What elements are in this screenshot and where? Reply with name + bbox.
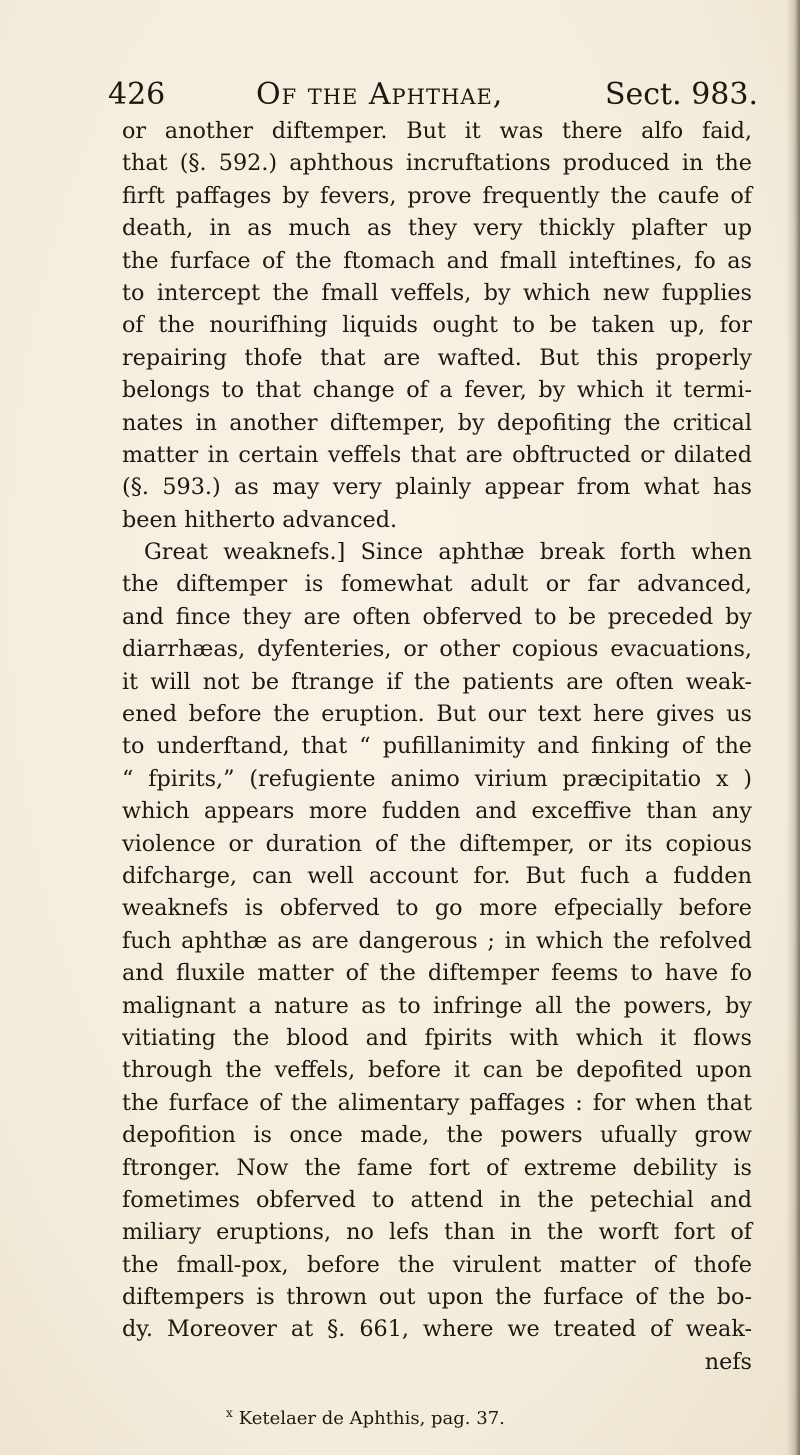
page-number: 426: [108, 77, 166, 112]
text-line: difcharge, can well account for. But fuch a fudden: [122, 862, 752, 889]
text-line: ened before the eruption. But our text here gives us: [122, 701, 752, 728]
body-text: [122, 115, 752, 1378]
text-line: or another diftemper. But it was there alfo faid,: [122, 118, 752, 144]
text-line: belongs to that change of a fever, by which it termi-: [122, 377, 752, 404]
text-line: fuch aphthæ as are dangerous ; in which the refolved: [122, 927, 752, 954]
paragraph-start-line: Great weaknefs.] Since aphthæ break forth when: [144, 539, 752, 566]
text-line: the furface of the ftomach and fmall inteftines, fo as: [122, 247, 752, 274]
text-line: malignant a nature as to infringe all the powers, by: [122, 992, 752, 1019]
text-line: weaknefs is obferved to go more efpecially before: [122, 895, 752, 922]
text-line: depofition is once made, the powers ufually grow: [122, 1122, 752, 1149]
text-line: ftronger. Now the fame fort of extreme debility is: [122, 1154, 752, 1181]
text-line: diftempers is thrown out upon the furface of the bo-: [122, 1284, 752, 1311]
text-line: the diftemper is fomewhat adult or far advanced,: [122, 571, 752, 598]
text-line: (§. 593.) as may very plainly appear from what has: [122, 474, 752, 501]
text-line: firft paffages by fevers, prove frequently the caufe of: [122, 182, 752, 209]
text-line: the fmall-pox, before the virulent matter of thofe: [122, 1251, 752, 1278]
text-line: vitiating the blood and fpirits with which it flows: [122, 1024, 752, 1051]
section-reference: Sect. 983.: [604, 77, 758, 112]
text-line: matter in certain veffels that are obftructed or dilated: [122, 441, 752, 468]
text-line: that (§. 592.) aphthous incruftations produced in the: [122, 150, 752, 177]
text-line: violence or duration of the diftemper, or its copious: [122, 830, 752, 857]
page-edge-shadow: [786, 0, 800, 1455]
text-line: which appears more fudden and exceffive than any: [122, 798, 752, 825]
text-line: fometimes obferved to attend in the petechial and: [122, 1186, 752, 1213]
text-line: been hitherto advanced.: [122, 506, 398, 533]
text-line: and fluxile matter of the diftemper feems to have fo: [122, 960, 752, 987]
footnote-text: Ketelaer de Aphthis, pag. 37.: [238, 1408, 505, 1429]
text-line: it will not be ftrange if the patients are often weak-: [122, 668, 752, 695]
text-line: to intercept the fmall veffels, by which new fupplies: [122, 279, 752, 306]
running-title: Of the Aphthae,: [256, 77, 504, 112]
text-line: repairing thofe that are wafted. But this properly: [122, 344, 752, 371]
text-line: death, in as much as they very thickly plafter up: [122, 215, 752, 242]
text-line: miliary eruptions, no lefs than in the worft fort of: [122, 1219, 752, 1246]
text-line: diarrhæas, dyfenteries, or other copious evacuations,: [122, 636, 752, 663]
text-line: to underftand, that “ pufillanimity and finking of the: [122, 733, 752, 760]
text-line: dy. Moreover at §. 661, where we treated of weak-: [122, 1316, 752, 1343]
text-line: of the nourifhing liquids ought to be taken up, for: [122, 312, 752, 339]
text-line: nates in another diftemper, by depofiting the critical: [122, 409, 752, 436]
text-line: through the veffels, before it can be depofited upon: [122, 1057, 752, 1084]
text-line: and fince they are often obferved to be preceded by: [122, 603, 752, 630]
text-line-latin-quote: “ fpirits,” (refugiente animo virium præcipitatio x ): [122, 765, 752, 792]
footnote-mark: x: [226, 1406, 233, 1420]
footnote: [226, 1400, 726, 1432]
text-line: the furface of the alimentary paffages : for when that: [122, 1089, 752, 1116]
catchword: nefs: [704, 1348, 752, 1375]
running-header: [108, 70, 758, 120]
